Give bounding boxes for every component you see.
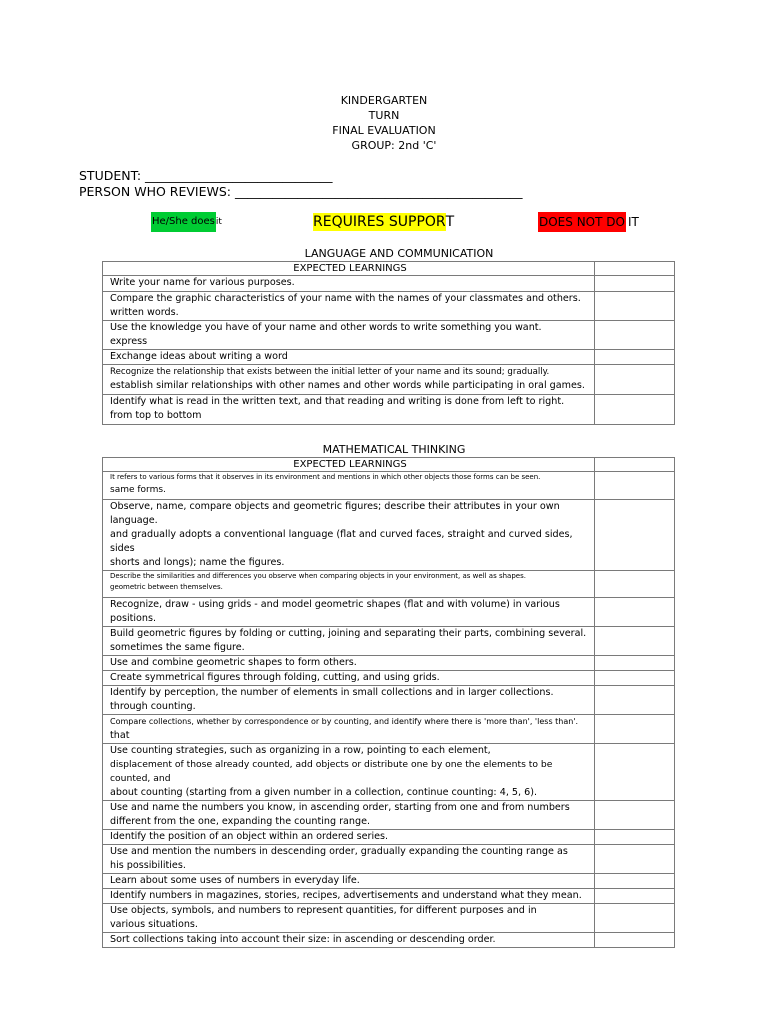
- learning-text: Write your name for various purposes.: [103, 276, 595, 292]
- check-cell[interactable]: [595, 627, 675, 656]
- check-cell[interactable]: [595, 292, 675, 321]
- column-header-learnings: EXPECTED LEARNINGS: [103, 458, 595, 472]
- table-row: [103, 715, 675, 744]
- legend-does: [151, 212, 222, 232]
- legend-support-highlight: REQUIRES SUPPOR: [313, 214, 446, 230]
- table-row: [103, 500, 675, 571]
- learning-text: Use the knowledge you have of your name and other words to write something you want. express: [103, 321, 595, 350]
- learning-text: Identify what is read in the written text, and that reading and writing is done from left to right. from top to bottom: [103, 395, 595, 425]
- learning-text: Identify the position of an object within an ordered series.: [103, 830, 595, 845]
- learning-text: Create symmetrical figures through folding, cutting, and using grids.: [103, 671, 595, 686]
- table-row: [103, 276, 675, 292]
- legend-not: [538, 212, 639, 232]
- learning-text: Observe, name, compare objects and geometric figures; describe their attributes in your own language. and gradually adopts a conventional language (flat and curved faces, straight and curved sides, sides shorts and longs); name the figures.: [103, 500, 595, 571]
- column-header-learnings: EXPECTED LEARNINGS: [103, 262, 595, 276]
- check-cell[interactable]: [595, 889, 675, 904]
- table-row: [103, 830, 675, 845]
- check-cell[interactable]: [595, 904, 675, 933]
- table-row: [103, 744, 675, 801]
- check-cell[interactable]: [595, 458, 675, 472]
- learning-text: Sort collections taking into account their size: in ascending or descending order.: [103, 933, 595, 948]
- learning-text: Recognize, draw - using grids - and model geometric shapes (flat and with volume) in various positions.: [103, 598, 595, 627]
- table-row: [103, 395, 675, 425]
- check-cell[interactable]: [595, 276, 675, 292]
- check-cell[interactable]: [595, 472, 675, 500]
- legend-support-rest: T: [445, 214, 455, 230]
- learning-text: Describe the similarities and differences you observe when comparing objects in your environment, as well as shapes. geometric between themselves.: [103, 571, 595, 598]
- table-row: [103, 365, 675, 395]
- table-header-row: [103, 458, 675, 472]
- check-cell[interactable]: [595, 365, 675, 395]
- check-cell[interactable]: [595, 395, 675, 425]
- check-cell[interactable]: [595, 671, 675, 686]
- check-cell[interactable]: [595, 801, 675, 830]
- check-cell[interactable]: [595, 656, 675, 671]
- check-cell[interactable]: [595, 598, 675, 627]
- learning-text: Build geometric figures by folding or cutting, joining and separating their parts, combining several. sometimes the same figure.: [103, 627, 595, 656]
- learning-text: Compare collections, whether by correspondence or by counting, and identify where there is 'more than', 'less than'. that: [103, 715, 595, 744]
- table-row: [103, 933, 675, 948]
- doc-title-group: GROUP: 2nd 'C': [351, 139, 437, 152]
- language-table: [102, 261, 675, 425]
- learning-text: It refers to various forms that it observes in its environment and mentions in which other objects those forms can be seen. same forms.: [103, 472, 595, 500]
- learning-text: Compare the graphic characteristics of your name with the names of your classmates and others. written words.: [103, 292, 595, 321]
- check-cell[interactable]: [595, 874, 675, 889]
- check-cell[interactable]: [595, 715, 675, 744]
- table-row: [103, 801, 675, 830]
- check-cell[interactable]: [595, 744, 675, 801]
- learning-text: Use and mention the numbers in descending order, gradually expanding the counting range as his possibilities.: [103, 845, 595, 874]
- table-row: [103, 350, 675, 365]
- legend-support: [313, 212, 454, 232]
- student-field[interactable]: STUDENT: ______________________________: [79, 168, 333, 183]
- table-row: [103, 321, 675, 350]
- table-row: [103, 571, 675, 598]
- legend-not-rest: IT: [627, 215, 639, 229]
- check-cell[interactable]: [595, 686, 675, 715]
- check-cell[interactable]: [595, 571, 675, 598]
- check-cell[interactable]: [595, 500, 675, 571]
- learning-text: Identify by perception, the number of elements in small collections and in larger collections. through counting.: [103, 686, 595, 715]
- table-row: [103, 845, 675, 874]
- table-row: [103, 472, 675, 500]
- learning-text: Use objects, symbols, and numbers to represent quantities, for different purposes and in various situations.: [103, 904, 595, 933]
- learning-text: Learn about some uses of numbers in everyday life.: [103, 874, 595, 889]
- check-cell[interactable]: [595, 321, 675, 350]
- table-row: [103, 627, 675, 656]
- doc-title-evaluation: FINAL EVALUATION: [332, 124, 436, 137]
- table-row: [103, 889, 675, 904]
- check-cell[interactable]: [595, 262, 675, 276]
- learning-text: Recognize the relationship that exists between the initial letter of your name and its sound; gradually. establish similar relationships with other names and other words while participating in oral games.: [103, 365, 595, 395]
- check-cell[interactable]: [595, 845, 675, 874]
- reviewer-field[interactable]: PERSON WHO REVIEWS: ______________________________________________: [79, 184, 523, 199]
- math-table: [102, 457, 675, 948]
- table-row: [103, 904, 675, 933]
- section-title-language: LANGUAGE AND COMMUNICATION: [304, 247, 494, 260]
- learning-text: Exchange ideas about writing a word: [103, 350, 595, 365]
- learning-text: Use counting strategies, such as organizing in a row, pointing to each element, displacement of those already counted, add objects or distribute one by one the elements to be counted, and about counting (starting from a given number in a collection, continue counting: 4, 5, 6).: [103, 744, 595, 801]
- check-cell[interactable]: [595, 350, 675, 365]
- doc-title-level: KINDERGARTEN: [340, 94, 428, 107]
- section-title-math: MATHEMATICAL THINKING: [322, 443, 466, 456]
- table-row: [103, 598, 675, 627]
- table-row: [103, 874, 675, 889]
- check-cell[interactable]: [595, 830, 675, 845]
- learning-text: Identify numbers in magazines, stories, recipes, advertisements and understand what they mean.: [103, 889, 595, 904]
- legend-does-highlight: He/She does: [151, 212, 216, 232]
- legend-not-highlight: DOES NOT DO: [538, 212, 626, 232]
- doc-title-turn: TURN: [368, 109, 400, 122]
- table-row: [103, 686, 675, 715]
- table-row: [103, 292, 675, 321]
- check-cell[interactable]: [595, 933, 675, 948]
- table-row: [103, 671, 675, 686]
- table-header-row: [103, 262, 675, 276]
- legend-does-rest: it: [215, 217, 222, 227]
- learning-text: Use and name the numbers you know, in ascending order, starting from one and from numbers different from the one, expanding the counting range.: [103, 801, 595, 830]
- learning-text: Use and combine geometric shapes to form others.: [103, 656, 595, 671]
- table-row: [103, 656, 675, 671]
